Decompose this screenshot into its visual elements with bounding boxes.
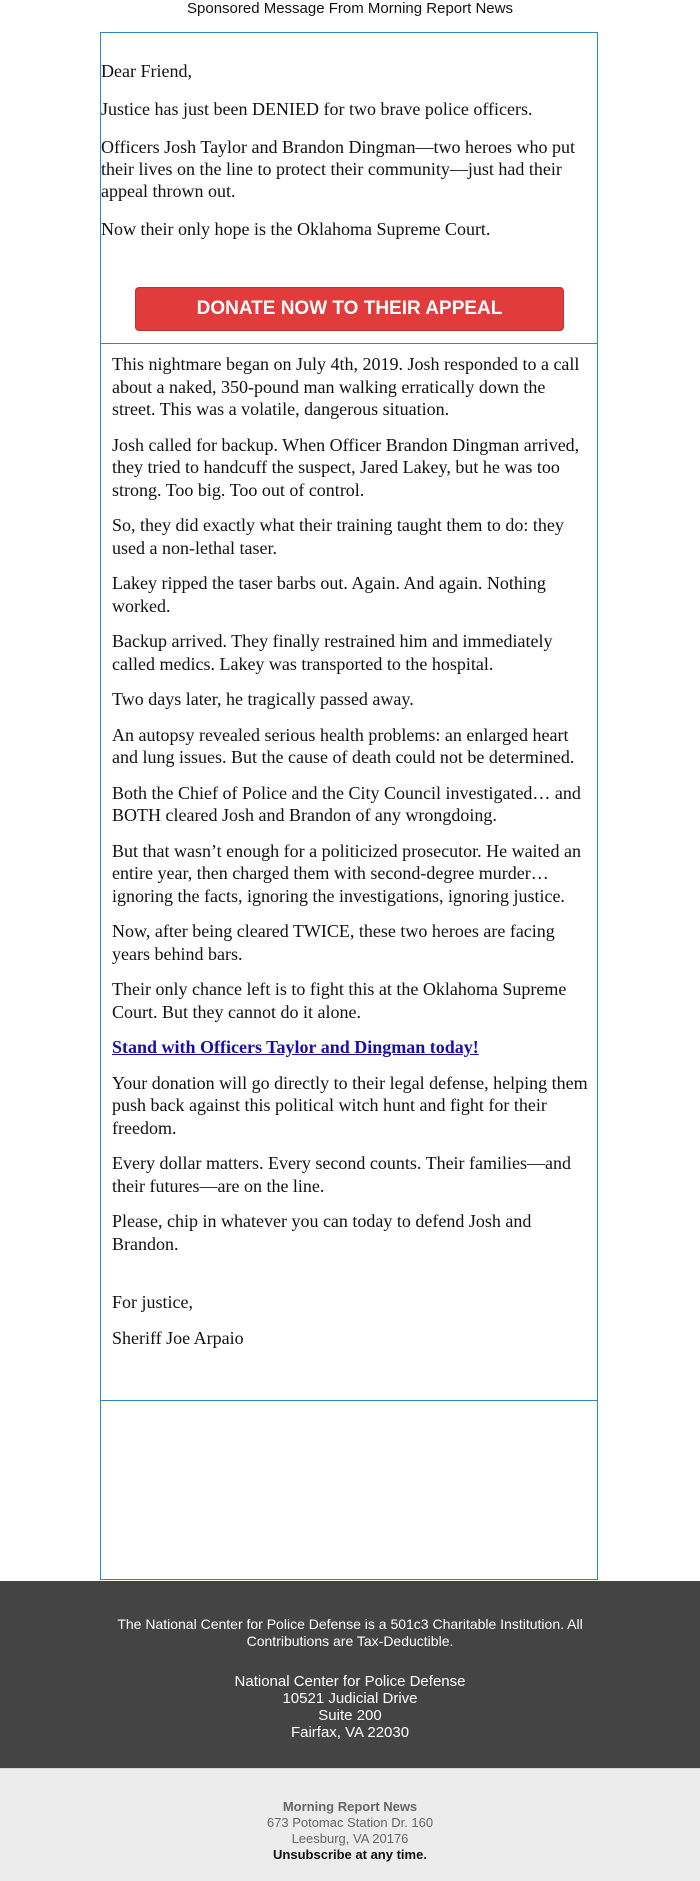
stand-with-paragraph (112, 1036, 590, 1059)
charity-disclaimer: The National Center for Police Defense is a 501c3 Charitable Institution. All Contributions are Tax-Deductible. (117, 1616, 583, 1649)
body-paragraph: Your donation will go directly to their legal defense, helping them push back against this political witch hunt and fight for their freedom. (112, 1072, 588, 1138)
body-paragraph: Josh called for backup. When Officer Brandon Dingman arrived, they tried to handcuff the suspect, Jared Lakey, but he was too strong. Too big. Too out of control. (112, 434, 580, 500)
stand-with-link[interactable]: Stand with Officers Taylor and Dingman today! (112, 1037, 479, 1057)
sender-address (0, 1799, 700, 1863)
letter-body (112, 353, 590, 1362)
body-paragraph: But that wasn’t enough for a politicized prosecutor. He waited an entire year, then charged them with second-degree murder… ignoring the facts, ignoring the investigations, ignoring justice. (112, 840, 582, 906)
donate-button[interactable]: DONATE NOW TO THEIR APPEAL (135, 287, 564, 331)
sender-footer (0, 1768, 700, 1881)
org-name: National Center for Police Defense (234, 1673, 466, 1690)
body-paragraph: Please, chip in whatever you can today to defend Josh and Brandon. (112, 1211, 532, 1254)
intro-paragraph-2: Officers Josh Taylor and Brandon Dingman—two heroes who put their lives on the line to protect their community—just had their appeal thrown out. (101, 137, 575, 201)
signoff: For justice, (112, 1292, 193, 1312)
body-paragraph: Every dollar matters. Every second counts. Their families—and their futures—are on the line. (112, 1153, 572, 1196)
sender-street: 673 Potomac Station Dr. 160 (266, 1815, 434, 1830)
intro-paragraph-1: Justice has just been DENIED for two brave police officers. (101, 99, 533, 119)
signature: Sheriff Joe Arpaio (112, 1327, 244, 1348)
charity-footer (0, 1581, 700, 1768)
org-street: 10521 Judicial Drive (282, 1690, 418, 1707)
body-paragraph: Both the Chief of Police and the City Council investigated… and BOTH cleared Josh and Brandon of any wrongdoing. (112, 782, 581, 825)
intro-section (101, 60, 597, 256)
org-suite: Suite 200 (318, 1707, 382, 1724)
org-address (100, 1673, 600, 1741)
body-paragraph: Now, after being cleared TWICE, these two heroes are facing years behind bars. (112, 921, 555, 964)
sender-city: Leesburg, VA 20176 (291, 1831, 409, 1846)
body-paragraph: An autopsy revealed serious health problems: an enlarged heart and lung issues. But the cause of death could not be determined. (112, 724, 575, 767)
body-paragraph: This nightmare began on July 4th, 2019. Josh responded to a call about a naked, 350-pound man walking erratically down the street. This was a volatile, dangerous situation. (112, 354, 580, 419)
org-city: Fairfax, VA 22030 (290, 1724, 410, 1741)
body-paragraph: Backup arrived. They finally restrained him and immediately called medics. Lakey was transported to the hospital. (112, 631, 553, 674)
greeting: Dear Friend, (101, 61, 192, 81)
body-paragraph: So, they did exactly what their training taught them to do: they used a non-lethal taser. (112, 515, 564, 558)
sender-name: Morning Report News (282, 1799, 418, 1814)
body-paragraph: Lakey ripped the taser barbs out. Again. And again. Nothing worked. (112, 573, 546, 616)
body-paragraph: Their only chance left is to fight this at the Oklahoma Supreme Court. But they cannot do it alone. (112, 979, 567, 1022)
body-paragraph: Two days later, he tragically passed away. (112, 689, 414, 709)
intro-paragraph-3: Now their only hope is the Oklahoma Supreme Court. (101, 219, 491, 239)
unsubscribe-link[interactable]: Unsubscribe at any time. (273, 1847, 427, 1862)
sponsored-banner: Sponsored Message From Morning Report News (187, 0, 513, 17)
